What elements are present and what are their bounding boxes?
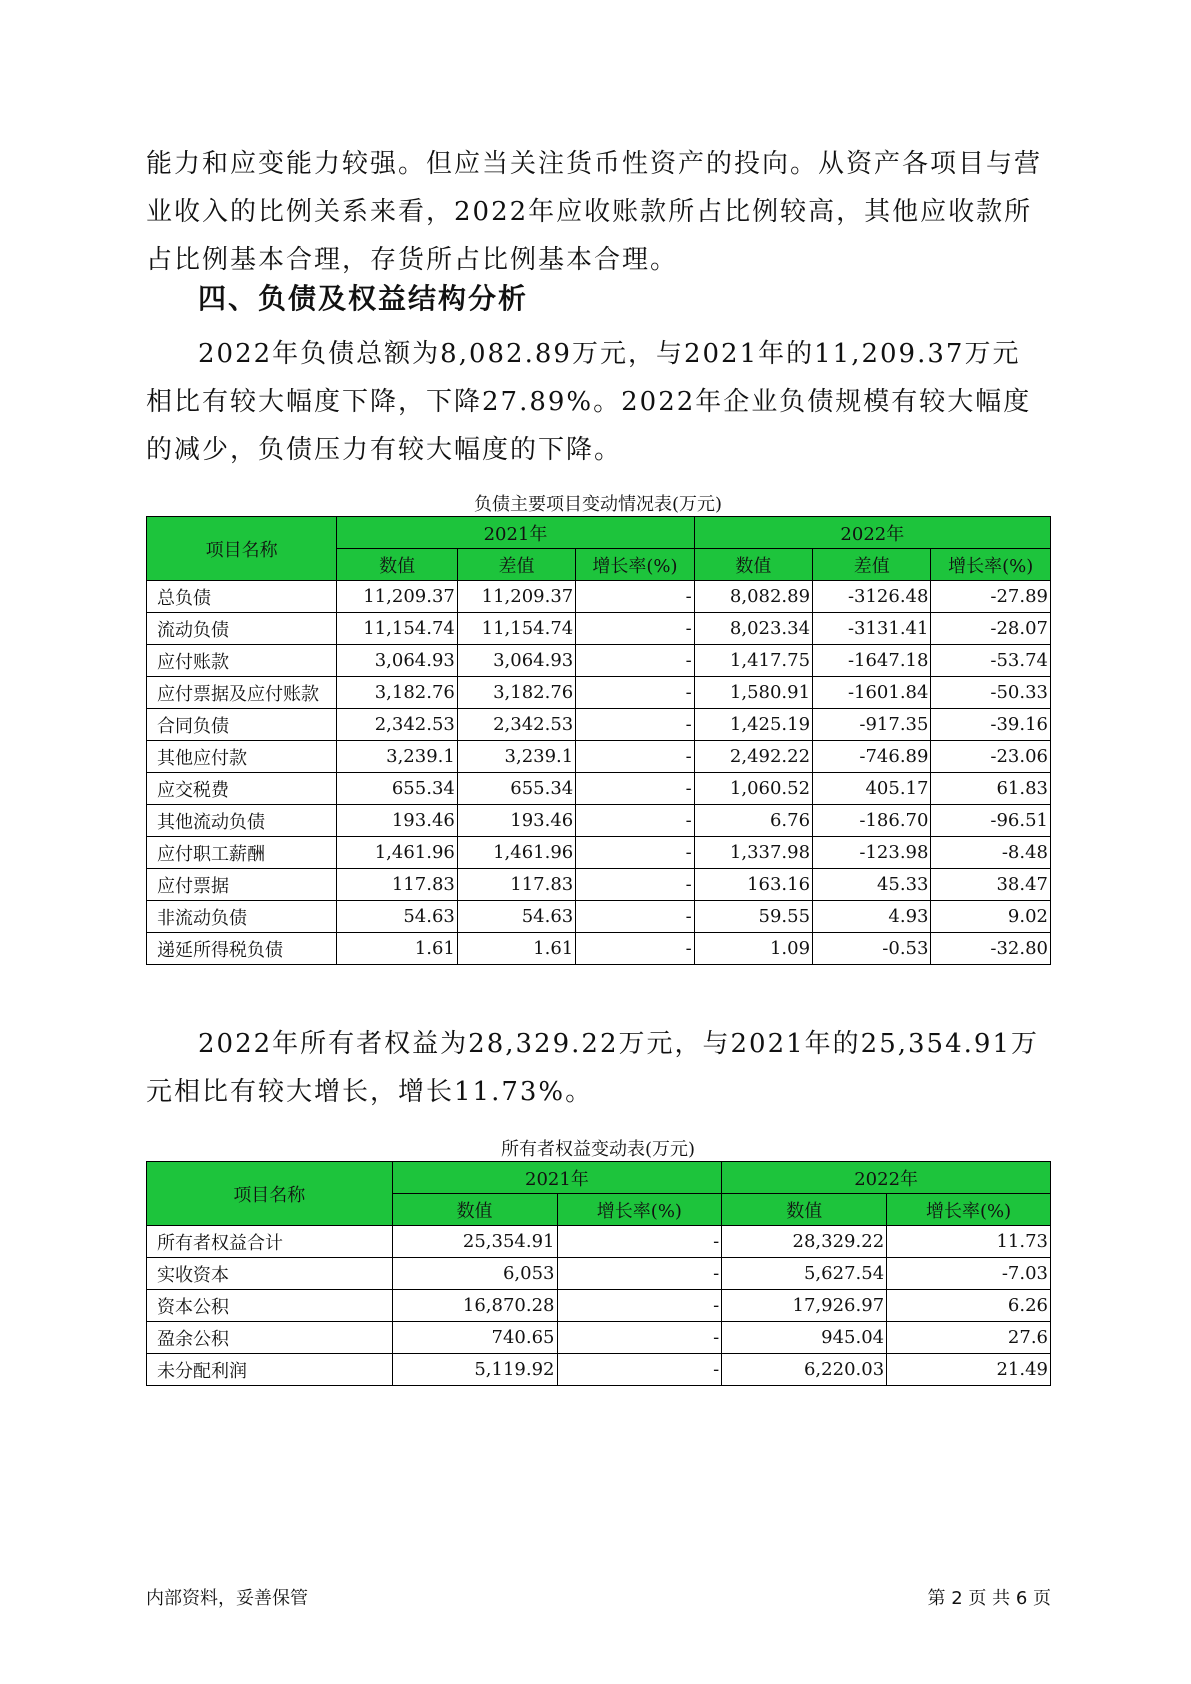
header-diff: 差值 xyxy=(813,549,931,581)
table-cell: 28,329.22 xyxy=(722,1226,887,1258)
table-cell: 405.17 xyxy=(813,773,931,805)
table-cell: 193.46 xyxy=(457,805,575,837)
header-value: 数值 xyxy=(392,1194,557,1226)
table-cell: 1,425.19 xyxy=(694,709,812,741)
table-cell: 3,239.1 xyxy=(457,741,575,773)
row-label: 应付账款 xyxy=(147,645,337,677)
liability-table xyxy=(146,516,1051,965)
table-cell: 945.04 xyxy=(722,1322,887,1354)
header-rate: 增长率(%) xyxy=(576,549,694,581)
header-diff: 差值 xyxy=(457,549,575,581)
table-cell: 38.47 xyxy=(931,869,1051,901)
table-cell: - xyxy=(576,901,694,933)
table-cell: - xyxy=(576,773,694,805)
table-cell: -39.16 xyxy=(931,709,1051,741)
table-cell: - xyxy=(576,613,694,645)
header-rate: 增长率(%) xyxy=(887,1194,1051,1226)
table-cell: 8,023.34 xyxy=(694,613,812,645)
table-cell: 61.83 xyxy=(931,773,1051,805)
header-item-name: 项目名称 xyxy=(147,1162,393,1226)
table-cell: - xyxy=(576,869,694,901)
table-cell: 16,870.28 xyxy=(392,1290,557,1322)
table-cell: 1,060.52 xyxy=(694,773,812,805)
table-row xyxy=(147,709,1051,741)
table-row xyxy=(147,1322,1051,1354)
table-cell: - xyxy=(557,1226,722,1258)
table-row xyxy=(147,1290,1051,1322)
table-cell: 2,342.53 xyxy=(457,709,575,741)
table-cell: 11.73 xyxy=(887,1226,1051,1258)
equity-paragraph: 2022年所有者权益为28,329.22万元，与2021年的25,354.91万元相比有较大增长，增长11.73%。 xyxy=(146,1029,1039,1107)
table-cell: 17,926.97 xyxy=(722,1290,887,1322)
table-row xyxy=(147,837,1051,869)
table-cell: - xyxy=(576,837,694,869)
table-cell: - xyxy=(576,933,694,965)
table-cell: 11,209.37 xyxy=(457,581,575,613)
table-cell: -917.35 xyxy=(813,709,931,741)
row-label: 实收资本 xyxy=(147,1258,393,1290)
header-item-name: 项目名称 xyxy=(147,517,337,581)
table-row xyxy=(147,901,1051,933)
table-cell: 6.76 xyxy=(694,805,812,837)
table-cell: - xyxy=(557,1322,722,1354)
table-cell: 1,337.98 xyxy=(694,837,812,869)
liability-table-caption: 负债主要项目变动情况表(万元) xyxy=(473,494,723,515)
header-value: 数值 xyxy=(694,549,812,581)
table-cell: 11,154.74 xyxy=(457,613,575,645)
row-label: 未分配利润 xyxy=(147,1354,393,1386)
table-cell: 3,064.93 xyxy=(337,645,458,677)
header-year-2022: 2022年 xyxy=(694,517,1050,549)
table-row xyxy=(147,1226,1051,1258)
row-label: 所有者权益合计 xyxy=(147,1226,393,1258)
footer-page-number: 第 2 页 共 6 页 xyxy=(927,1588,1051,1609)
row-label: 其他流动负债 xyxy=(147,805,337,837)
table-cell: - xyxy=(557,1290,722,1322)
table-cell: 1.61 xyxy=(337,933,458,965)
header-value: 数值 xyxy=(722,1194,887,1226)
table-cell: -50.33 xyxy=(931,677,1051,709)
table-row xyxy=(147,1258,1051,1290)
table-cell: 1,461.96 xyxy=(337,837,458,869)
table-row xyxy=(147,773,1051,805)
table-cell: 54.63 xyxy=(337,901,458,933)
header-rate: 增长率(%) xyxy=(931,549,1051,581)
table-cell: -8.48 xyxy=(931,837,1051,869)
table-cell: -746.89 xyxy=(813,741,931,773)
table-row xyxy=(147,581,1051,613)
table-cell: -23.06 xyxy=(931,741,1051,773)
header-year-2021: 2021年 xyxy=(392,1162,722,1194)
table-cell: -96.51 xyxy=(931,805,1051,837)
row-label: 递延所得税负债 xyxy=(147,933,337,965)
table-cell: 11,209.37 xyxy=(337,581,458,613)
table-cell: - xyxy=(576,709,694,741)
table-row xyxy=(147,613,1051,645)
row-label: 资本公积 xyxy=(147,1290,393,1322)
table-row xyxy=(147,805,1051,837)
liability-paragraph: 2022年负债总额为8,082.89万元，与2021年的11,209.37万元相比有较大幅度下降，下降27.89%。2022年企业负债规模有较大幅度的减少，负债压力有较大幅度的下降。 xyxy=(146,339,1032,465)
table-row xyxy=(147,677,1051,709)
row-label: 合同负债 xyxy=(147,709,337,741)
table-cell: 740.65 xyxy=(392,1322,557,1354)
table-cell: -1601.84 xyxy=(813,677,931,709)
row-label: 应付票据 xyxy=(147,869,337,901)
table-cell: 6.26 xyxy=(887,1290,1051,1322)
row-label: 应交税费 xyxy=(147,773,337,805)
table-cell: 21.49 xyxy=(887,1354,1051,1386)
row-label: 应付票据及应付账款 xyxy=(147,677,337,709)
table-row xyxy=(147,869,1051,901)
table-cell: -27.89 xyxy=(931,581,1051,613)
row-label: 其他应付款 xyxy=(147,741,337,773)
table-cell: 117.83 xyxy=(337,869,458,901)
header-rate: 增长率(%) xyxy=(557,1194,722,1226)
table-cell: 163.16 xyxy=(694,869,812,901)
table-cell: -3126.48 xyxy=(813,581,931,613)
table-cell: - xyxy=(557,1258,722,1290)
table-cell: - xyxy=(576,805,694,837)
table-cell: -0.53 xyxy=(813,933,931,965)
equity-table-caption: 所有者权益变动表(万元) xyxy=(500,1139,696,1160)
table-cell: 3,182.76 xyxy=(337,677,458,709)
intro-paragraph: 能力和应变能力较强。但应当关注货币性资产的投向。从资产各项目与营业收入的比例关系来看，2022年应收账款所占比例较高，其他应收款所占比例基本合理，存货所占比例基本合理。 xyxy=(146,149,1043,275)
footer-confidential-note: 内部资料，妥善保管 xyxy=(146,1588,308,1609)
header-value: 数值 xyxy=(337,549,458,581)
table-cell: 11,154.74 xyxy=(337,613,458,645)
table-row xyxy=(147,645,1051,677)
table-row xyxy=(147,933,1051,965)
table-cell: -32.80 xyxy=(931,933,1051,965)
header-year-2022: 2022年 xyxy=(722,1162,1051,1194)
table-cell: - xyxy=(576,581,694,613)
table-cell: -1647.18 xyxy=(813,645,931,677)
table-cell: 2,342.53 xyxy=(337,709,458,741)
table-cell: -7.03 xyxy=(887,1258,1051,1290)
header-year-2021: 2021年 xyxy=(337,517,694,549)
section-heading: 四、负债及权益结构分析 xyxy=(198,282,529,315)
table-cell: 54.63 xyxy=(457,901,575,933)
table-cell: 1,580.91 xyxy=(694,677,812,709)
table-cell: -186.70 xyxy=(813,805,931,837)
row-label: 总负债 xyxy=(147,581,337,613)
table-cell: -123.98 xyxy=(813,837,931,869)
table-cell: 193.46 xyxy=(337,805,458,837)
table-cell: 5,119.92 xyxy=(392,1354,557,1386)
row-label: 流动负债 xyxy=(147,613,337,645)
row-label: 应付职工薪酬 xyxy=(147,837,337,869)
table-cell: 655.34 xyxy=(337,773,458,805)
table-cell: 45.33 xyxy=(813,869,931,901)
table-cell: -3131.41 xyxy=(813,613,931,645)
table-cell: - xyxy=(576,677,694,709)
table-cell: 1.09 xyxy=(694,933,812,965)
table-cell: 1,461.96 xyxy=(457,837,575,869)
table-cell: 6,053 xyxy=(392,1258,557,1290)
table-cell: 9.02 xyxy=(931,901,1051,933)
equity-table xyxy=(146,1161,1051,1386)
table-cell: 25,354.91 xyxy=(392,1226,557,1258)
table-cell: 3,239.1 xyxy=(337,741,458,773)
table-cell: -28.07 xyxy=(931,613,1051,645)
table-cell: 1,417.75 xyxy=(694,645,812,677)
table-cell: 1.61 xyxy=(457,933,575,965)
table-row xyxy=(147,741,1051,773)
table-cell: - xyxy=(576,645,694,677)
table-cell: -53.74 xyxy=(931,645,1051,677)
table-cell: 117.83 xyxy=(457,869,575,901)
table-cell: 3,064.93 xyxy=(457,645,575,677)
table-cell: 4.93 xyxy=(813,901,931,933)
table-cell: 2,492.22 xyxy=(694,741,812,773)
table-cell: 3,182.76 xyxy=(457,677,575,709)
table-cell: 655.34 xyxy=(457,773,575,805)
table-cell: 59.55 xyxy=(694,901,812,933)
table-cell: 6,220.03 xyxy=(722,1354,887,1386)
table-row xyxy=(147,1354,1051,1386)
table-cell: 27.6 xyxy=(887,1322,1051,1354)
row-label: 盈余公积 xyxy=(147,1322,393,1354)
table-cell: - xyxy=(576,741,694,773)
table-cell: - xyxy=(557,1354,722,1386)
row-label: 非流动负债 xyxy=(147,901,337,933)
table-cell: 5,627.54 xyxy=(722,1258,887,1290)
table-cell: 8,082.89 xyxy=(694,581,812,613)
